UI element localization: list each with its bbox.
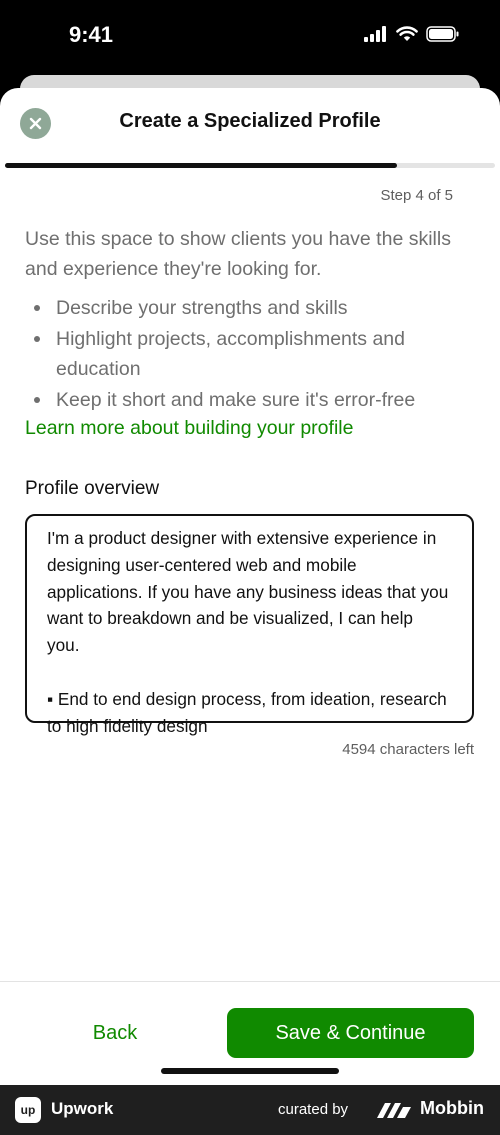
profile-overview-textarea[interactable] bbox=[25, 514, 474, 736]
app-name: Upwork bbox=[51, 1099, 114, 1118]
tip-item: Keep it short and make sure it's error-free bbox=[25, 385, 485, 416]
upwork-logo-icon: up bbox=[15, 1097, 41, 1123]
tip-item: Highlight projects, accomplishments and education bbox=[25, 324, 485, 385]
progress-fill bbox=[5, 163, 397, 168]
status-bar bbox=[0, 0, 500, 75]
mobbin-logo-icon bbox=[375, 1100, 415, 1120]
characters-left: 4594 characters left bbox=[342, 741, 474, 758]
wifi-icon bbox=[396, 26, 418, 42]
signal-icon bbox=[364, 26, 388, 42]
status-icons bbox=[364, 26, 460, 42]
profile-overview-value[interactable]: I'm a product designer with extensive experience in designing user-centered web and mobile applications. If you have any business ideas that you want to breakdown and be visualized, I can help you. ▪ End to end design process, from ideation, research to high fidelity design bbox=[47, 528, 449, 736]
back-button[interactable]: Back bbox=[92, 1021, 138, 1044]
save-continue-button[interactable]: Save & Continue bbox=[227, 1008, 474, 1058]
curated-by-label: curated by bbox=[278, 1101, 349, 1118]
battery-icon bbox=[426, 26, 460, 42]
home-indicator bbox=[161, 1068, 339, 1074]
page-title: Create a Specialized Profile bbox=[119, 110, 381, 132]
brand-name: Mobbin bbox=[420, 1098, 484, 1118]
profile-overview-label: Profile overview bbox=[25, 478, 160, 499]
progress-bar bbox=[5, 163, 495, 168]
intro-text: Use this space to show clients you have the skills and experience they're looking for. bbox=[25, 228, 451, 280]
branding-bar bbox=[0, 1085, 500, 1135]
tips-list bbox=[25, 293, 485, 415]
learn-more-link[interactable]: Learn more about building your profile bbox=[25, 417, 354, 439]
step-indicator: Step 4 of 5 bbox=[380, 187, 453, 204]
status-time: 9:41 bbox=[69, 22, 114, 47]
profile-sheet bbox=[0, 88, 500, 1085]
footer-divider bbox=[0, 981, 500, 982]
tip-item: Describe your strengths and skills bbox=[25, 293, 485, 324]
